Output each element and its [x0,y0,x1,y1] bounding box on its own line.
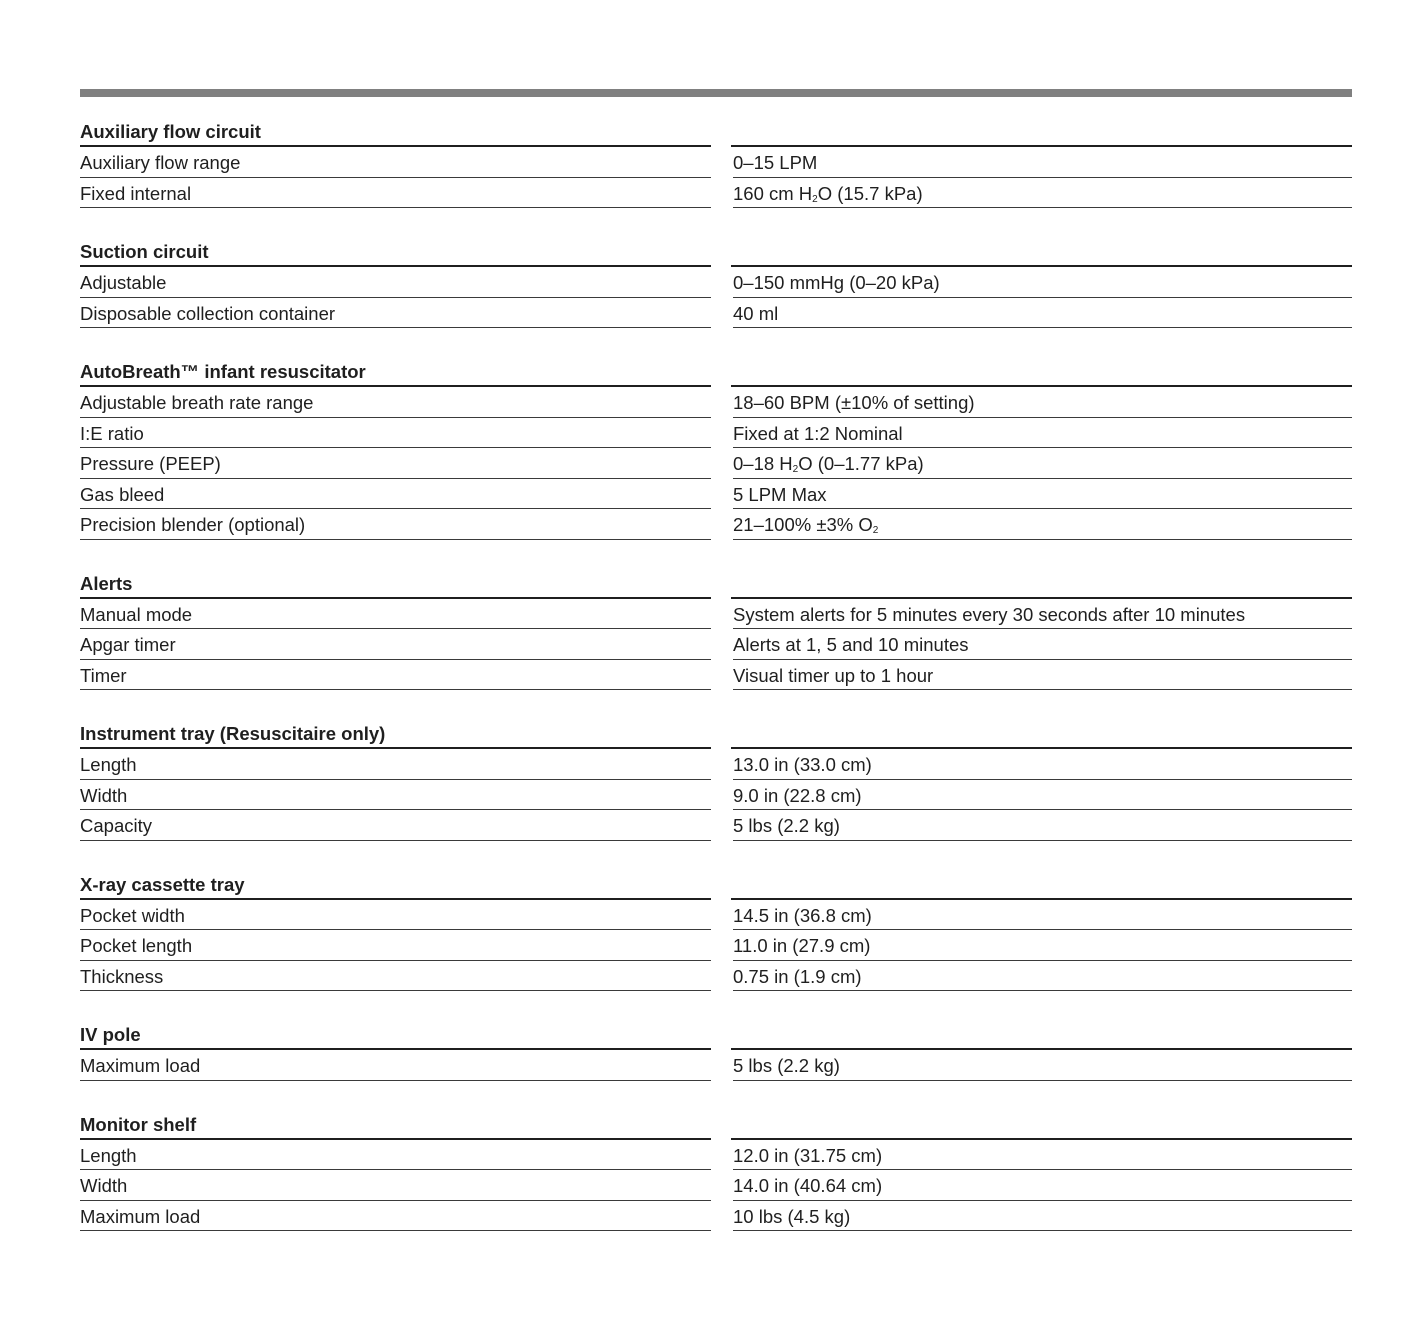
spec-label: Width [80,780,711,811]
section-header [80,570,1352,599]
spec-label: I:E ratio [80,418,711,449]
specifications-table [80,118,1352,1261]
spec-value [733,900,1352,931]
spec-row [80,749,1352,780]
spec-value [733,1170,1352,1201]
spec-label: Disposable collection container [80,298,711,329]
spec-value-text: 0–150 mmHg (0–20 kPa) [733,272,940,293]
spec-value [733,599,1352,630]
spec-value [733,961,1352,992]
spec-value-text: 0.75 in (1.9 cm) [733,965,862,987]
section-header [80,720,1352,749]
section-header [80,1021,1352,1050]
spec-row [80,1140,1352,1171]
spec-row [80,418,1352,449]
spec-label: Length [80,1140,711,1171]
section-title: X-ray cassette tray [80,871,711,900]
spec-label: Pocket width [80,900,711,931]
spec-label: Auxiliary flow range [80,147,711,178]
spec-label: Timer [80,660,711,691]
section-header [80,358,1352,387]
spec-value [733,479,1352,510]
section-title: IV pole [80,1021,711,1050]
spec-value [733,509,1352,540]
spec-value-text: Visual timer up to 1 hour [733,664,934,686]
section-iv-pole [80,1021,1352,1081]
spec-label: Length [80,749,711,780]
spec-value [733,448,1352,479]
spec-value-text: 11.0 in (27.9 cm) [733,935,871,956]
spec-label: Adjustable breath rate range [80,387,711,418]
spec-value-text: Alerts at 1, 5 and 10 minutes [733,634,969,655]
spec-row [80,387,1352,418]
spec-value-text: 13.0 in (33.0 cm) [733,754,872,775]
section-auxiliary-flow-circuit [80,118,1352,208]
spec-value [733,749,1352,780]
section-header-rule [731,358,1352,387]
spec-value [733,930,1352,961]
spec-row [80,930,1352,961]
section-suction-circuit [80,238,1352,328]
spec-label: Capacity [80,810,711,841]
spec-value [733,147,1352,178]
spec-row [80,479,1352,510]
spec-value-subscript: 2 [792,464,799,475]
spec-value-text: 10 lbs (4.5 kg) [733,1205,851,1227]
spec-value-text: 14.5 in (36.8 cm) [733,904,872,926]
section-header-rule [731,1021,1352,1050]
section-x-ray-cassette-tray [80,871,1352,992]
spec-row [80,178,1352,209]
spec-value-text: 5 LPM Max [733,483,827,505]
spec-value-text: 5 lbs (2.2 kg) [733,1055,840,1076]
spec-value-text: 18–60 BPM (±10% of setting) [733,392,975,413]
spec-value-subscript: 2 [812,193,818,205]
section-autobreath-infant-resuscitator [80,358,1352,540]
spec-row [80,509,1352,540]
spec-row [80,298,1352,329]
spec-value-text: 40 ml [733,302,779,324]
spec-value [733,1201,1352,1232]
spec-value [733,387,1352,418]
spec-value-text: 9.0 in (22.8 cm) [733,784,862,806]
spec-label: Pressure (PEEP) [80,448,711,479]
spec-value-text: 12.0 in (31.75 cm) [733,1144,883,1166]
spec-value [733,1050,1352,1081]
spec-value [733,660,1352,691]
spec-label: Manual mode [80,599,711,630]
spec-value-text: 21–100% ±3% O [733,514,873,535]
spec-value [733,298,1352,329]
spec-label: Maximum load [80,1201,711,1232]
section-header [80,871,1352,900]
spec-label: Precision blender (optional) [80,509,711,540]
spec-row [80,660,1352,691]
spec-value [733,178,1352,209]
section-title: Auxiliary flow circuit [80,118,711,147]
spec-value-text: O (15.7 kPa) [817,182,923,204]
spec-value-text: Fixed at 1:2 Nominal [733,422,903,444]
spec-value [733,267,1352,298]
section-instrument-tray-resuscitaire-only [80,720,1352,841]
section-title: Alerts [80,570,711,599]
section-header-rule [731,1111,1352,1140]
spec-value [733,780,1352,811]
section-header [80,238,1352,267]
spec-row [80,599,1352,630]
spec-value-text: 0–18 H [733,453,793,474]
section-title: Monitor shelf [80,1111,711,1140]
section-header-rule [731,871,1352,900]
spec-row [80,267,1352,298]
top-divider-bar [80,89,1352,97]
section-header [80,118,1352,147]
section-alerts [80,570,1352,691]
section-header-rule [731,720,1352,749]
section-monitor-shelf [80,1111,1352,1232]
spec-value-text: 14.0 in (40.64 cm) [733,1175,883,1196]
section-header [80,1111,1352,1140]
spec-row [80,780,1352,811]
spec-label: Thickness [80,961,711,992]
spec-row [80,448,1352,479]
spec-row [80,810,1352,841]
spec-label: Pocket length [80,930,711,961]
spec-value-text: 160 cm H [733,182,813,204]
spec-value-text: System alerts for 5 minutes every 30 seconds after 10 minutes [733,603,1246,625]
spec-value [733,418,1352,449]
spec-label: Gas bleed [80,479,711,510]
spec-label: Apgar timer [80,629,711,660]
spec-value [733,810,1352,841]
spec-row [80,147,1352,178]
spec-value-text: 0–15 LPM [733,152,818,173]
section-title: AutoBreath™ infant resuscitator [80,358,711,387]
spec-value [733,629,1352,660]
spec-value [733,1140,1352,1171]
spec-row [80,629,1352,660]
section-title: Instrument tray (Resuscitaire only) [80,720,711,749]
spec-row [80,1050,1352,1081]
spec-value-subscript: 2 [872,525,879,536]
spec-row [80,1201,1352,1232]
spec-row [80,1170,1352,1201]
spec-label: Maximum load [80,1050,711,1081]
spec-row [80,961,1352,992]
section-title: Suction circuit [80,238,711,267]
spec-value-text: 5 lbs (2.2 kg) [733,815,840,836]
spec-label: Fixed internal [80,178,711,209]
section-header-rule [731,118,1352,147]
section-header-rule [731,238,1352,267]
spec-label: Width [80,1170,711,1201]
spec-label: Adjustable [80,267,711,298]
spec-row [80,900,1352,931]
spec-value-text: O (0–1.77 kPa) [798,453,924,474]
section-header-rule [731,570,1352,599]
